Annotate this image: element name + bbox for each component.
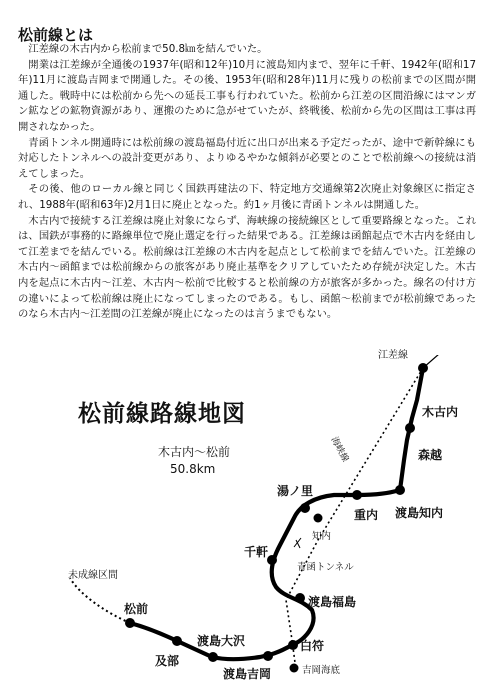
paragraph: 青函トンネル開通時には松前線の渡島福島付近に出口が出来る予定だったが、途中で新幹線にも対応したトンネルへの設計変更があり、よりゆるやかな傾斜が必要とのことで松前線への接続は消えてしまった。 [18, 136, 476, 180]
esashi-line [423, 355, 455, 368]
station-oshima-yoshioka: 渡島吉岡 [223, 667, 272, 681]
station-marker-shiriuchi-kaikyo [314, 514, 323, 523]
station-yoshioka-kaitei: 吉岡海底 [302, 665, 341, 676]
station-matsumae: 松前 [124, 602, 149, 616]
station-oshima-fukushima: 渡島福島 [308, 595, 357, 609]
unbuilt-line [70, 578, 130, 623]
station-marker-oshima-yoshioka [263, 651, 273, 661]
station-marker-matsumae [125, 618, 135, 628]
station-marker-oshima-fukushima [295, 593, 305, 603]
station-marker-oyobe [172, 636, 182, 646]
station-shirafu: 白符 [300, 639, 325, 653]
paragraph: 木古内で接続する江差線は廃止対象にならず、海峡線の接続線区として重要路線となった。これは、国鉄が事務的に路線単位で廃止選定を行った結果である。江差線は函館起点で木古内を経由して江差までを結んでいる。松前線は江差線の木古内を起点として松前までを結んでいた。江差線の木古内〜函館までは松前線からの旅客があり廃止基準をクリアしていたため存続が決定した。木古内を起点に木古内〜江差、木古内〜松前で比較すると松前線の方が旅客が多かった。線名の付け方の違いによって松前線は廃止になってしまったのである。もし、函館〜松前までが松前線であったのなら木古内〜江差間の江差線が廃止になったのは言うまでもない。 [18, 214, 476, 321]
station-marker-morikoshi [405, 423, 415, 433]
station-oshima-osawa: 渡島大沢 [197, 634, 246, 648]
map-distance: 50.8km [170, 462, 216, 476]
station-marker-oshima-shiriuchi [395, 485, 405, 495]
station-marker-shigenai [352, 490, 362, 500]
kaikyo-line-label: 海峡線 [328, 435, 351, 464]
paragraph: 江差線の木古内から松前まで50.8㎞を結んでいた。 [28, 43, 268, 55]
station-yunosato: 湯ノ里 [277, 484, 314, 498]
station-morikoshi: 森越 [418, 448, 443, 462]
seikan-tunnel-label: 青函トンネル [297, 562, 354, 573]
station-oyobe: 及部 [155, 654, 180, 668]
station-marker-kikonai [418, 363, 428, 373]
station-oshima-shiriuchi: 渡島知内 [395, 506, 444, 520]
esashi-line-label: 江差線 [378, 350, 408, 361]
station-marker-oshima-osawa [208, 652, 218, 662]
map-section: 木古内～松前 [158, 445, 231, 459]
station-shigenai: 重内 [354, 508, 379, 522]
article-title: 松前線とは [18, 26, 94, 44]
station-marker-yoshioka-kaitei [290, 664, 299, 673]
article-body [18, 42, 476, 323]
paragraph: 開業は江差線が全通後の1937年(昭和12年)10月に渡島知内まで、翌年に千軒、1942年(昭和17年)11月に渡島吉岡まで開通した。その後、1953年(昭和28年)11月に残りの松前までの区間が開通した。戦時中には松前から先への延長工事も行われていた。松前から江差の区間沿線にはマンガン鉱などの鉱物資源があり、運搬のために急がせていたが、終戦後、松前から先の区間は工事は再開されなかった。 [18, 58, 476, 133]
station-kikonai: 木古内 [422, 405, 459, 419]
unbuilt-label: 未成線区間 [68, 570, 118, 581]
station-shiriuchi-kaikyo: 知内 [312, 531, 332, 542]
station-marker-sengen [267, 555, 277, 565]
station-sengen: 千軒 [244, 545, 269, 559]
station-marker-yunosato [300, 503, 310, 513]
station-marker-shirafu [288, 640, 298, 650]
paragraph: その後、他のローカル線と同じく国鉄再建法の下、特定地方交通線第2次廃止対象線区に指定され、1988年(昭和63年)2月1日に廃止となった。約1ヶ月後に青函トンネルは開通した。 [18, 183, 476, 211]
map-title: 松前線路線地図 [78, 401, 246, 427]
